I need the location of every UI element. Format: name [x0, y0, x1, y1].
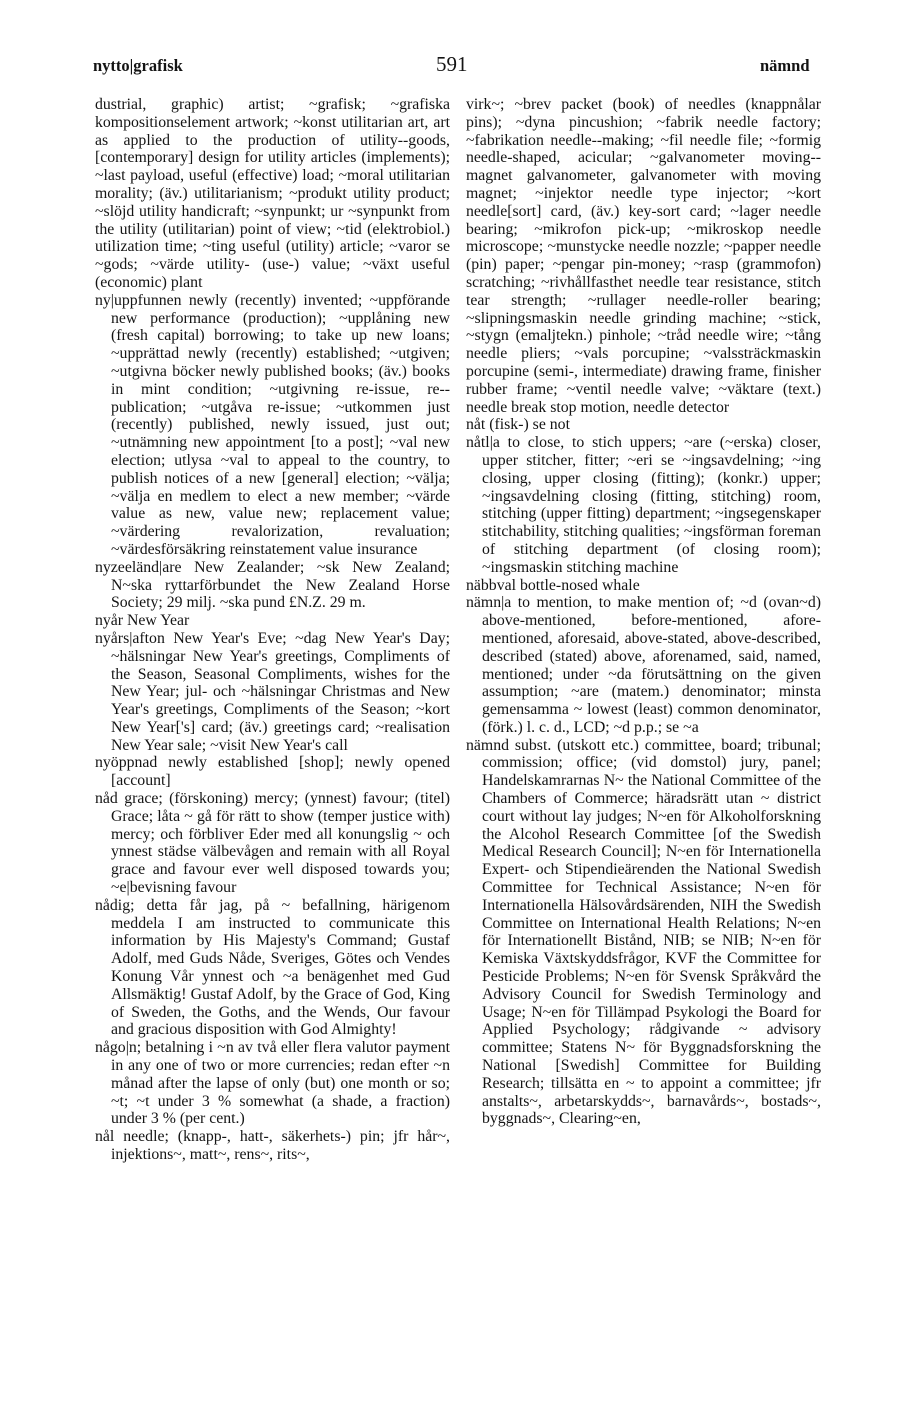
dictionary-entry: nål needle; (knapp-, hatt-, säkerhets-) pin; jfr hår~, injektions~, matt~, rens~, rits~,	[95, 1128, 450, 1164]
dictionary-entry: nyöppnad newly established [shop]; newly opened [account]	[95, 754, 450, 790]
dictionary-entry: nämn|a to mention, to make mention of; ~d (ovan~d) above-mentioned, before-mentioned, afore-mentioned, aforesaid, above-stated, above-described, described (stated) above, aforenamed, said, named, mentioned; under ~da förutsättning on the given assumption; ~are (matem.) denominator; minsta gemensamma ~ lowest (least) common denominator, (förk.) l. c. d., LCD; ~d p.p.; se ~a	[466, 594, 821, 736]
dictionary-entry: nyår New Year	[95, 612, 190, 630]
dictionary-entry: nåd grace; (förskoning) mercy; (ynnest) favour; (titel) Grace; låta ~ gå för rätt to show (temper justice with) mercy; och förbliver Eder med all konungslig ~ och ynnest städse välbevågen and remain with all Royal grace and favour ever well disposed towards you; ~e|bevisning favour	[95, 790, 450, 897]
left-column	[95, 96, 450, 1164]
dictionary-entry: nåtl|a to close, to stich uppers; ~are (~erska) closer, upper stitcher, fitter; ~eri se ~ingsavdelning; ~ing closing, upper closing (fitting); (konkr.) upper; ~ingsavdelning closing (fitting, stitching) room, stitching (upper fitting) department; ~ingsegenskaper stitchability, stitching qualities; ~ingsförman foreman of stitching department (of closing room); ~ingsmaskin stitching machine	[466, 434, 821, 576]
dictionary-entry: någo|n; betalning i ~n av två eller flera valutor payment in any one of two or more currencies; redan efter ~n månad after the lapse of only (but) one month or so; ~t; ~t under 3 % somewhat (a shade, a fraction) under 3 % (per cent.)	[95, 1039, 450, 1128]
dictionary-entry: nyårs|afton New Year's Eve; ~dag New Year's Day; ~hälsningar New Year's greetings, Compliments of the Season, Seasonal Compliments, wishes for the New Year; jul- och ~hälsningar Christmas and New Year's greetings, Compliments of the Season; ~kort New Year['s] card; (äv.) greetings card; ~realisation New Year sale; ~visit New Year's call	[95, 629, 450, 754]
dictionary-entry: nyzeeländ|are New Zealander; ~sk New Zealand; N~ska ryttarförbundet the New Zealand Horse Society; 29 milj. ~ska pund £N.Z. 29 m.	[95, 558, 450, 612]
header-guide-word-right: nämnd	[760, 56, 810, 75]
dictionary-entry: ny|uppfunnen newly (recently) invented; ~uppförande new performance (production); ~upplåning new (fresh capital) borrowing; to take up new loans; ~upprättad newly (recently) established; ~utgiven; ~utgivna böcker newly published books; (äv.) books in mint condition; ~utgivning re-issue, re--publication; ~utgåva re-issue; ~utkommen just (recently) published, newly issued, just out; ~utnämning new appointment [to a post]; ~val new election; utlysa ~val to appeal to the country, to publish notices of a new [general] election; ~välja; ~välja en medlem to elect a new member; ~värde value as new, value new; replacement value; ~värdering revalorization, revaluation; ~värdesförsäkring reinstatement value insurance	[95, 291, 450, 558]
dictionary-entry: näbbval bottle-nosed whale	[466, 576, 640, 594]
dictionary-entry: nämnd subst. (utskott etc.) committee, board; tribunal; commission; office; (vid domstol) jury, panel; Handelskamrarnas N~ the National Committee of the Chambers of Commerce; häradsrätt utan ~ district court without lay judges; N~en för Alkoholforskning the Alcohol Research Committee [of the Swedish Medical Research Council]; N~en för Internationella Expert- och Stipendieärenden the National Swedish Committee for Technical Assistance; N~en för Internationella Hälsovårdsärenden, NIH the Swedish Committee on International Health Relations; N~en för Internationellt Bistånd, NIB; se NIB; N~en för Kemiska Växtskyddsfrågor, KVF the Committee for Pesticide Problems; N~en för Svensk Språkvård the Advisory Council for Swedish Terminology and Usage; N~en för Tillämpad Psykologi the Board for Applied Psychology; rådgivande ~ advisory committee; Statens N~ för Byggnadsforskning the National [Swedish] Committee for Building Research; tillsätta en ~ to appoint a committee; jfr anstalts~, arbetarskydds~, barnavårds~, bostads~, byggnads~, Clearing~en,	[466, 736, 821, 1128]
dictionary-entry: nåt (fisk-) se not	[466, 416, 570, 434]
dictionary-entry-continued: virk~; ~brev packet (book) of needles (knappnålar pins); ~dyna pincushion; ~fabrik needle factory; ~fabrikation needle--making; ~fil needle file; ~formig needle-shaped, acicular; ~galvanometer moving--magnet galvanometer, galvanometer with moving magnet; ~injektor needle type injector; ~kort needle[sort] card, (äv.) key-sort card; ~lager needle bearing; ~mikrofon pick-up; ~mikroskop needle microscope; ~munstycke needle nozzle; ~papper needle (pin) paper; ~pengar pin-money; ~rasp (grammofon) scratching; ~rivhållfasthet needle tear resistance, stitch tear strength; ~rullager needle-roller bearing; ~slipningsmaskin needle grinding machine; ~stick, ~stygn (emaljtekn.) pinhole; ~tråd needle wire; ~tång needle pliers; ~vals porcupine; ~valssträckmaskin porcupine (semi-, intermediate) drawing frame, finisher rubber frame; ~ventil needle valve; ~väktare (text.) needle break stop motion, needle detector	[466, 96, 821, 416]
page-number: 591	[436, 52, 468, 76]
right-column	[466, 96, 821, 1128]
header-guide-word-left: nytto|grafisk	[93, 56, 183, 75]
dictionary-entry: nådig; detta får jag, på ~ befallning, härigenom meddela I am instructed to communicate this information by His Majesty's Command; Gustaf Adolf, med Guds Nåde, Sveriges, Götes och Vendes Konung Vår ynnest och ~a benägenhet med Gud Allsmäktig! Gustaf Adolf, by the Grace of God, King of Sweden, the Goths, and the Wends, Our favour and gracious disposition with God Almighty!	[95, 896, 450, 1039]
dictionary-entry-continued: dustrial, graphic) artist; ~grafisk; ~grafiska kompositionselement artwork; ~konst utilitarian art, art as applied to the production of utility--goods, [contemporary] design for utility articles (implements); ~last payload, useful (effective) load; ~moral utilitarian morality; (äv.) utilitarianism; ~produkt utility product; ~slöjd utility handicraft; ~synpunkt; ur ~synpunkt from the utility (utilitarian) point of view; ~tid (elektrobiol.) utilization time; ~ting useful (utility) article; ~varor se ~gods; ~värde utility- (use-) value; ~växt useful (economic) plant	[95, 96, 450, 291]
